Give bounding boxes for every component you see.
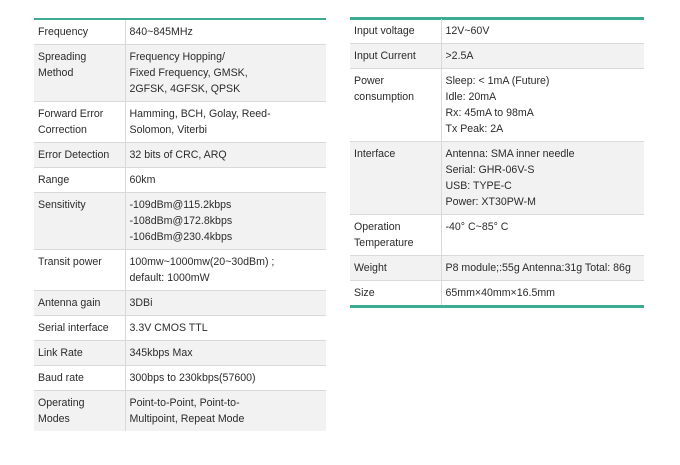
right-spec-value-line: Rx: 45mA to 98mA <box>445 107 534 119</box>
left-spec-label-line: Modes <box>38 413 70 425</box>
left-spec-label-cell <box>34 143 125 168</box>
left-spec-label-cell <box>34 341 125 366</box>
left-spec-value-line: 840~845MHz <box>129 26 193 38</box>
left-spec-value-line: -108dBm@172.8kbps <box>129 215 233 227</box>
right-spec-value-cell <box>441 44 644 69</box>
right-spec-label-cell <box>350 142 441 215</box>
right-spec-value-line: -40° C~85° C <box>445 221 509 233</box>
left-spec-label-cell <box>34 291 125 316</box>
left-spec-value-line: Frequency Hopping/ <box>129 51 225 63</box>
left-spec-value-cell <box>125 250 326 291</box>
left-spec-value-line: 100mw~1000mw(20~30dBm) ; <box>129 256 275 268</box>
left-spec-table-body <box>34 20 326 431</box>
right-spec-value-line: Idle: 20mA <box>445 91 497 103</box>
right-spec-label-line: Input voltage <box>354 25 415 37</box>
right-spec-value-line: Serial: GHR-06V-S <box>445 164 535 176</box>
left-spec-row <box>34 143 326 168</box>
left-spec-label-cell <box>34 193 125 250</box>
right-spec-label-cell <box>350 19 441 44</box>
right-spec-value-line: 12V~60V <box>445 25 490 37</box>
right-spec-label-line: Interface <box>354 148 396 160</box>
right-spec-label-cell <box>350 281 441 306</box>
left-spec-value-cell <box>125 366 326 391</box>
right-spec-label-line: consumption <box>354 91 415 103</box>
right-spec-label-line: Weight <box>354 262 387 274</box>
left-spec-value-line: Fixed Frequency, GMSK, <box>129 67 248 79</box>
left-spec-label-cell <box>34 20 125 45</box>
left-spec-value-line: Hamming, BCH, Golay, Reed- <box>129 108 271 120</box>
left-spec-row <box>34 102 326 143</box>
right-spec-label-cell <box>350 44 441 69</box>
right-spec-value-line: 65mm×40mm×16.5mm <box>445 287 556 299</box>
left-spec-row <box>34 291 326 316</box>
left-spec-value-cell <box>125 143 326 168</box>
right-spec-row <box>350 256 644 281</box>
left-spec-label-cell <box>34 316 125 341</box>
left-spec-label-line: Frequency <box>38 26 89 38</box>
left-spec-label-line: Correction <box>38 124 87 136</box>
right-spec-value-line: USB: TYPE-C <box>445 180 512 192</box>
right-spec-value-cell <box>441 215 644 256</box>
left-spec-value-cell <box>125 102 326 143</box>
left-spec-value-line: default: 1000mW <box>129 272 210 284</box>
left-spec-label-line: Spreading <box>38 51 87 63</box>
left-spec-label-line: Sensitivity <box>38 199 86 211</box>
left-spec-label-line: Range <box>38 174 70 186</box>
right-spec-row <box>350 69 644 142</box>
left-spec-label-line: Baud rate <box>38 372 84 384</box>
left-spec-value-line: 2GFSK, 4GFSK, QPSK <box>129 83 241 95</box>
right-spec-table <box>350 19 644 305</box>
right-spec-value-line: >2.5A <box>445 50 474 62</box>
left-spec-value-line: 60km <box>129 174 156 186</box>
left-spec-value-cell <box>125 168 326 193</box>
right-spec-value-line: Power: XT30PW-M <box>445 196 536 208</box>
left-spec-value-line: 3.3V CMOS TTL <box>129 322 208 334</box>
right-spec-value-cell <box>441 281 644 306</box>
left-spec-row <box>34 341 326 366</box>
left-spec-label-line: Error Detection <box>38 149 110 161</box>
left-spec-value-line: Point-to-Point, Point-to- <box>129 397 240 409</box>
right-spec-label-line: Size <box>354 287 375 299</box>
left-spec-label-line: Antenna gain <box>38 297 101 309</box>
left-spec-label-line: Link Rate <box>38 347 83 359</box>
right-spec-label-line: Power <box>354 75 385 87</box>
left-spec-value-cell <box>125 391 326 432</box>
left-spec-value-line: 345kbps Max <box>129 347 193 359</box>
right-spec-label-cell <box>350 215 441 256</box>
right-spec-label-cell <box>350 69 441 142</box>
left-spec-label-cell <box>34 250 125 291</box>
left-spec-row <box>34 45 326 102</box>
left-spec-value-cell <box>125 316 326 341</box>
right-spec-row <box>350 19 644 44</box>
right-spec-row <box>350 142 644 215</box>
right-spec-value-cell <box>441 256 644 281</box>
left-spec-value-cell <box>125 341 326 366</box>
left-spec-value-line: Multipoint, Repeat Mode <box>129 413 245 425</box>
left-spec-label-line: Transit power <box>38 256 102 268</box>
left-spec-row <box>34 316 326 341</box>
left-spec-value-cell <box>125 291 326 316</box>
left-spec-label-line: Operating <box>38 397 85 409</box>
left-spec-row <box>34 366 326 391</box>
left-spec-label-cell <box>34 45 125 102</box>
right-spec-value-line: P8 module;:55g Antenna:31g Total: 86g <box>445 262 631 274</box>
right-spec-value-cell <box>441 19 644 44</box>
left-spec-row <box>34 20 326 45</box>
left-spec-value-line: 300bps to 230kbps(57600) <box>129 372 256 384</box>
left-spec-label-cell <box>34 391 125 432</box>
right-spec-value-cell <box>441 69 644 142</box>
right-spec-row <box>350 215 644 256</box>
left-spec-label-cell <box>34 168 125 193</box>
right-spec-row <box>350 281 644 306</box>
right-spec-table-body <box>350 19 644 305</box>
right-spec-row <box>350 44 644 69</box>
left-spec-row <box>34 193 326 250</box>
right-spec-label-line: Temperature <box>354 237 414 249</box>
left-spec-value-cell <box>125 20 326 45</box>
left-spec-label-cell <box>34 102 125 143</box>
left-spec-label-line: Forward Error <box>38 108 104 120</box>
left-spec-value-line: 32 bits of CRC, ARQ <box>129 149 227 161</box>
left-spec-row <box>34 250 326 291</box>
left-spec-value-line: Solomon, Viterbi <box>129 124 208 136</box>
left-spec-value-line: -106dBm@230.4kbps <box>129 231 233 243</box>
left-spec-value-cell <box>125 45 326 102</box>
right-spec-label-cell <box>350 256 441 281</box>
right-spec-label-line: Operation <box>354 221 401 233</box>
left-spec-row <box>34 168 326 193</box>
left-spec-label-cell <box>34 366 125 391</box>
right-spec-value-cell <box>441 142 644 215</box>
left-spec-table <box>34 20 326 431</box>
left-spec-row <box>34 391 326 432</box>
left-spec-value-line: 3DBi <box>129 297 153 309</box>
right-spec-value-line: Tx Peak: 2A <box>445 123 504 135</box>
right-table-bottom-rule <box>350 305 644 308</box>
right-spec-value-line: Antenna: SMA inner needle <box>445 148 575 160</box>
right-spec-label-line: Input Current <box>354 50 416 62</box>
left-spec-value-line: -109dBm@115.2kbps <box>129 199 232 211</box>
left-spec-label-line: Method <box>38 67 74 79</box>
right-spec-value-line: Sleep: < 1mA (Future) <box>445 75 550 87</box>
left-spec-label-line: Serial interface <box>38 322 109 334</box>
left-spec-value-cell <box>125 193 326 250</box>
